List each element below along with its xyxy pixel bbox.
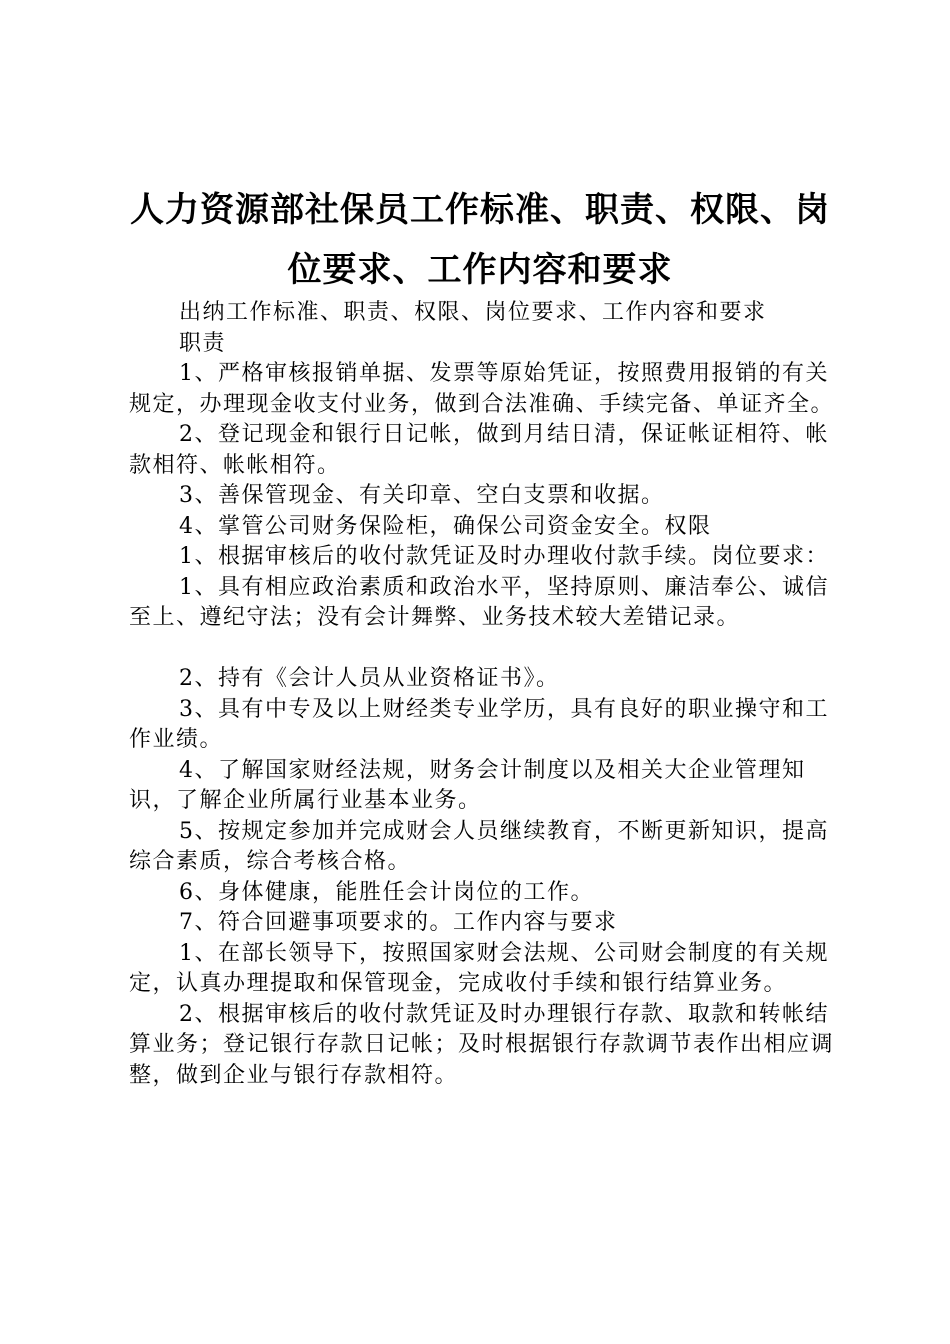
body-paragraph: 1、在部长领导下，按照国家财会法规、公司财会制度的有关规定，认真办理提取和保管现金，完成收付手续和银行结算业务。 [129, 940, 829, 996]
title-line-1: 人力资源部社保员工作标准、职责、权限、岗 [130, 190, 830, 230]
body-paragraph: 5、按规定参加并完成财会人员继续教育，不断更新知识，提高综合素质，综合考核合格。 [129, 818, 829, 874]
body-paragraph: 1、根据审核后的收付款凭证及时办理收付款手续。岗位要求： [179, 544, 829, 569]
body-paragraph: 6、身体健康，能胜任会计岗位的工作。 [179, 879, 594, 905]
title-line-2: 位要求、工作内容和要求 [287, 250, 673, 290]
body-paragraph: 3、具有中专及以上财经类专业学历，具有良好的职业操守和工作业绩。 [129, 696, 829, 752]
body-paragraph: 4、了解国家财经法规，财务会计制度以及相关大企业管理知识，了解企业所属行业基本业务。 [129, 757, 806, 813]
body-paragraph: 3、善保管现金、有关印章、空白支票和收据。 [179, 483, 665, 508]
document-title [120, 180, 840, 300]
section-heading-duties: 职责 [179, 330, 227, 356]
body-paragraph: 2、持有《会计人员从业资格证书》。 [179, 666, 560, 691]
blank-line [129, 634, 849, 665]
document-body [129, 298, 849, 1091]
body-paragraph: 4、掌管公司财务保险柜，确保公司资金安全。权限 [179, 513, 712, 539]
body-paragraph: 1、严格审核报销单据、发票等原始凭证，按照费用报销的有关规定，办理现金收支付业务，做到合法准确、手续完备、单证齐全。 [129, 361, 835, 417]
body-paragraph: 2、登记现金和银行日记帐，做到月结日清，保证帐证相符、帐款相符、帐帐相符。 [129, 422, 829, 478]
body-paragraph: 7、符合回避事项要求的。工作内容与要求 [179, 910, 618, 935]
body-paragraph: 2、根据审核后的收付款凭证及时办理银行存款、取款和转帐结算业务；登记银行存款日记帐；及时根据银行存款调节表作出相应调整，做到企业与银行存款相符。 [129, 1001, 835, 1088]
body-paragraph: 1、具有相应政治素质和政治水平，坚持原则、廉洁奉公、诚信至上、遵纪守法；没有会计舞弊、业务技术较大差错记录。 [129, 574, 829, 630]
subtitle-paragraph: 出纳工作标准、职责、权限、岗位要求、工作内容和要求 [179, 300, 767, 325]
